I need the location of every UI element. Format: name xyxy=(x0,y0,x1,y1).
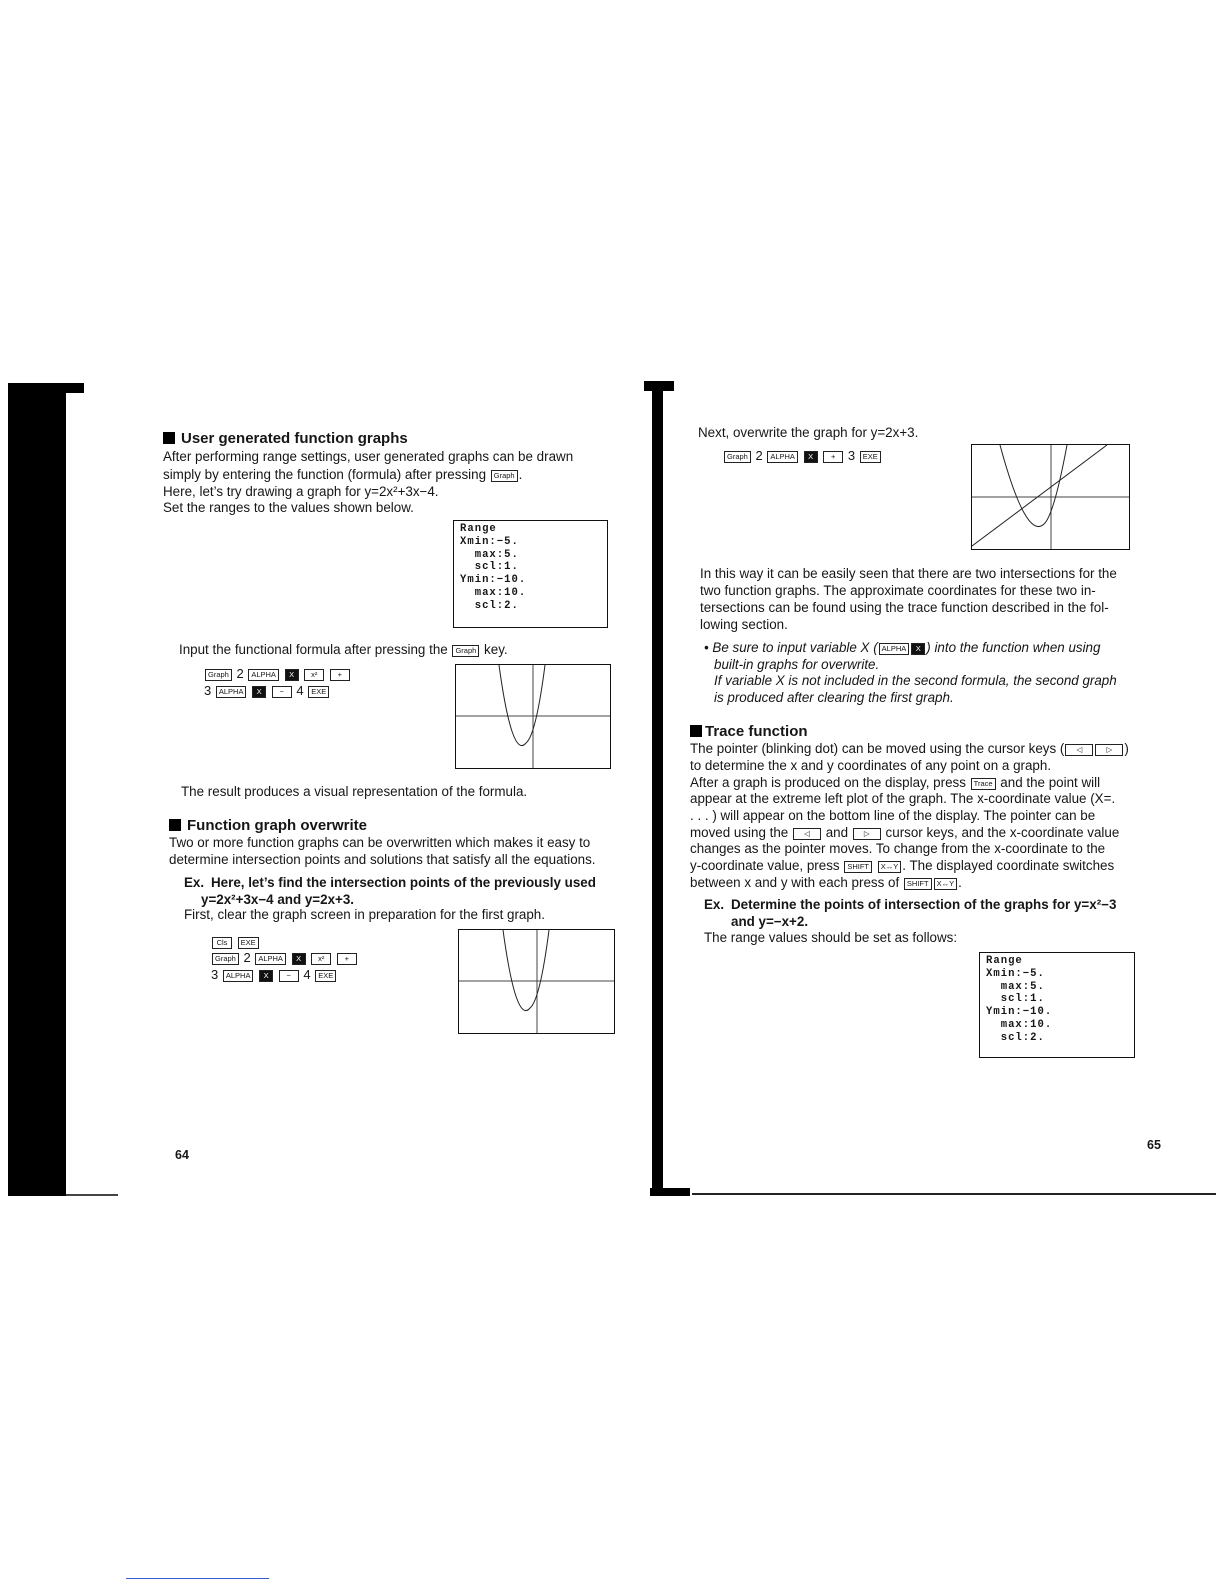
paragraph-line: to determine the x and y coordinates of any point on a graph. xyxy=(690,758,1052,773)
minus-key-icon: − xyxy=(279,970,299,982)
shift-key-icon: SHIFT xyxy=(904,878,932,890)
range-line: scl:1. xyxy=(460,561,519,574)
paragraph-text: between x and y with each press of xyxy=(690,875,900,890)
parabola-graph-svg xyxy=(459,930,614,1033)
paragraph-line: tersections can be found using the trace function described in the fol- xyxy=(700,600,1109,615)
key-sequence xyxy=(211,933,260,950)
page-edge-left xyxy=(66,1194,118,1196)
binding-shadow-center-top xyxy=(644,381,674,391)
paragraph-text: The pointer (blinking dot) can be moved using the cursor keys ( xyxy=(690,741,1065,756)
paragraph-line: The range values should be set as follows: xyxy=(704,930,958,945)
range-line: Range xyxy=(460,523,497,535)
key-sequence xyxy=(204,665,351,682)
note-text: ) into the function when using xyxy=(926,640,1101,655)
section-title-text: User generated function graphs xyxy=(181,430,408,447)
paragraph-text: ) xyxy=(1124,741,1129,756)
plus-key-icon: + xyxy=(330,669,350,681)
paragraph-text: . The displayed coordinate switches xyxy=(902,858,1115,873)
cursor-right-key-icon: ▷ xyxy=(853,828,881,840)
paragraph-line: simply by entering the function (formula) after pressing Graph . xyxy=(163,467,523,482)
xy-swap-key-icon: X↔Y xyxy=(878,861,902,873)
paragraph-line: lowing section. xyxy=(700,617,788,632)
digit: 3 xyxy=(847,448,856,463)
x-var-key-icon: X xyxy=(252,686,266,698)
cls-key-icon: Cls xyxy=(212,937,232,949)
alpha-key-icon: ALPHA xyxy=(223,970,254,982)
example-label: Ex. xyxy=(184,875,205,890)
key-sequence xyxy=(211,966,337,983)
note-text: • Be sure to input variable X ( xyxy=(704,640,878,655)
page-number-right: 65 xyxy=(1147,1138,1161,1152)
x-var-key-icon: X xyxy=(911,643,925,655)
range-line: max:10. xyxy=(986,1018,1053,1031)
x-var-key-icon: X xyxy=(259,970,273,982)
range-display-2 xyxy=(979,952,1135,1058)
paragraph-line: Set the ranges to the values shown below. xyxy=(163,500,414,515)
digit: 2 xyxy=(236,666,244,681)
paragraph-line: between x and y with each press of SHIFT X↔Y . xyxy=(690,875,962,890)
graph-screen-parabola-2 xyxy=(458,929,615,1034)
binding-shadow-center-bottom xyxy=(650,1188,690,1196)
paragraph-line xyxy=(690,775,1100,792)
paragraph-line: . . . ) will appear on the bottom line of the display. The pointer can be xyxy=(690,808,1096,823)
paragraph-text: key. xyxy=(484,642,508,657)
note-line: is produced after clearing the first graph. xyxy=(714,690,954,705)
paragraph-line: First, clear the graph screen in preparation for the first graph. xyxy=(184,907,545,922)
cursor-left-key-icon: ◁ xyxy=(793,828,821,840)
range-line: Xmin:−5. xyxy=(986,967,1045,980)
parabola-graph-svg xyxy=(456,665,610,768)
key-sequence xyxy=(204,682,330,699)
paragraph-line: In this way it can be easily seen that there are two intersections for the xyxy=(700,566,1117,581)
paragraph-line xyxy=(690,741,1129,758)
binding-shadow-center xyxy=(652,390,663,1190)
binding-shadow-left-top xyxy=(62,383,84,393)
exe-key-icon: EXE xyxy=(315,970,336,982)
range-line: max:5. xyxy=(986,980,1045,993)
paragraph-line: After performing range settings, user generated graphs can be drawn xyxy=(163,449,574,464)
digit: 4 xyxy=(296,683,304,698)
range-line: Ymin:−10. xyxy=(460,574,527,587)
bullet-square-icon xyxy=(163,432,175,444)
exe-key-icon: EXE xyxy=(860,451,881,463)
paragraph-line: two function graphs. The approximate coordinates for these two in- xyxy=(700,583,1096,598)
graph-key-icon: Graph xyxy=(491,470,518,482)
key-sequence xyxy=(211,949,358,966)
example-text: Here, let’s find the intersection points of the previously used xyxy=(211,875,596,890)
section-title-text: Function graph overwrite xyxy=(187,817,368,834)
range-line: scl:1. xyxy=(986,993,1045,1006)
minus-key-icon: − xyxy=(272,686,292,698)
key-sequence xyxy=(723,447,882,464)
x-var-key-icon: X xyxy=(285,669,299,681)
paragraph-line: appear at the extreme left plot of the graph. The x-coordinate value (X=. xyxy=(690,791,1116,806)
graph-key-icon: Graph xyxy=(212,953,239,965)
paragraph-text: simply by entering the function (formula) after pressing xyxy=(163,467,487,482)
bullet-square-icon xyxy=(169,819,181,831)
digit: 3 xyxy=(211,967,219,982)
graph-key-icon: Graph xyxy=(452,645,479,657)
x-squared-key-icon: x² xyxy=(311,953,331,965)
paragraph-line: Here, let’s try drawing a graph for y=2x²+3x−4. xyxy=(163,484,439,499)
paragraph-line: Next, overwrite the graph for y=2x+3. xyxy=(698,425,919,440)
graph-key-icon: Graph xyxy=(724,451,751,463)
range-line: max:5. xyxy=(460,548,519,561)
range-line: Range xyxy=(986,955,1023,967)
alpha-key-icon: ALPHA xyxy=(767,451,798,463)
alpha-key-icon: ALPHA xyxy=(216,686,247,698)
example-text: Determine the points of intersection of the graphs for y=x²−3 xyxy=(731,897,1117,912)
graph-screen-parabola xyxy=(455,664,611,769)
example-label: Ex. xyxy=(704,897,725,912)
range-line: Ymin:−10. xyxy=(986,1006,1053,1019)
range-line: max:10. xyxy=(460,586,527,599)
paragraph-line: changes as the pointer moves. To change from the x-coordinate to the xyxy=(690,841,1106,856)
alpha-key-icon: ALPHA xyxy=(879,643,910,655)
paragraph-text: After a graph is produced on the display, press xyxy=(690,775,966,790)
x-var-key-icon: X xyxy=(292,953,306,965)
section-title-user-generated xyxy=(163,430,408,447)
note-line xyxy=(704,640,1100,657)
plus-key-icon: + xyxy=(823,451,843,463)
plus-key-icon: + xyxy=(337,953,357,965)
graph-screen-overwrite xyxy=(971,444,1130,550)
xy-swap-key-icon: X↔Y xyxy=(934,878,958,890)
overwrite-graph-svg xyxy=(972,445,1129,549)
trace-key-icon: Trace xyxy=(971,778,996,790)
alpha-key-icon: ALPHA xyxy=(255,953,286,965)
paragraph-text: y-coordinate value, press xyxy=(690,858,840,873)
paragraph-text: moved using the xyxy=(690,825,789,840)
paragraph-line: Two or more function graphs can be overwritten which makes it easy to xyxy=(169,835,591,850)
exe-key-icon: EXE xyxy=(308,686,329,698)
cursor-right-key-icon: ▷ xyxy=(1095,744,1123,756)
section-title-text: Trace function xyxy=(705,723,808,740)
section-title-trace xyxy=(690,723,808,740)
paragraph-text: and xyxy=(825,825,849,840)
paragraph-text: and the point will xyxy=(1000,775,1101,790)
x-squared-key-icon: x² xyxy=(304,669,324,681)
range-line: scl:2. xyxy=(460,599,519,612)
paragraph-line: determine intersection points and solutions that satisfy all the equations. xyxy=(169,852,596,867)
binding-shadow-left xyxy=(8,383,66,1196)
paragraph-line xyxy=(690,858,1114,875)
digit: 2 xyxy=(243,950,251,965)
exe-key-icon: EXE xyxy=(238,937,259,949)
digit: 2 xyxy=(755,448,763,463)
page-number-left: 64 xyxy=(175,1148,189,1162)
example-text: y=2x²+3x−4 and y=2x+3. xyxy=(201,892,354,907)
alpha-key-icon: ALPHA xyxy=(248,669,279,681)
graph-key-icon: Graph xyxy=(205,669,232,681)
paragraph-line xyxy=(690,825,1119,842)
range-line: scl:2. xyxy=(986,1031,1045,1044)
page-edge-right xyxy=(692,1193,1216,1195)
example-text: and y=−x+2. xyxy=(731,914,809,929)
range-line: Xmin:−5. xyxy=(460,535,519,548)
section-title-overwrite xyxy=(169,817,367,834)
paragraph-line: The result produces a visual representation of the formula. xyxy=(181,784,528,799)
note-line: If variable X is not included in the second formula, the second graph xyxy=(714,673,1117,688)
cursor-left-key-icon: ◁ xyxy=(1065,744,1093,756)
bullet-square-icon xyxy=(690,725,702,737)
digit: 3 xyxy=(204,683,212,698)
shift-key-icon: SHIFT xyxy=(844,861,872,873)
x-var-key-icon: X xyxy=(804,451,818,463)
paragraph-text: cursor keys, and the x-coordinate value xyxy=(885,825,1120,840)
paragraph-line xyxy=(179,642,508,659)
digit: 4 xyxy=(303,967,311,982)
paragraph-text: Input the functional formula after pressing the xyxy=(179,642,448,657)
hyperlink-underline xyxy=(126,1578,269,1579)
range-display-1 xyxy=(453,520,608,628)
note-line: built-in graphs for overwrite. xyxy=(714,657,880,672)
